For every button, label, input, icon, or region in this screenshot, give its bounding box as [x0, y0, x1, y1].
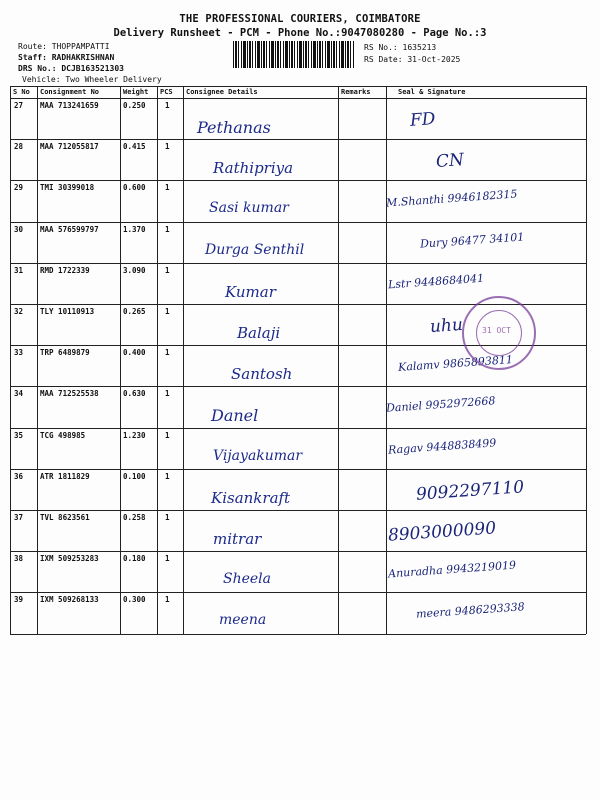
row-pcs: 1	[165, 101, 170, 110]
row-signature: uhu	[429, 314, 464, 338]
row-consignee-handwritten: Kumar	[225, 282, 276, 301]
row-weight: 1.370	[123, 224, 146, 234]
table-rule	[10, 98, 586, 99]
barcode	[233, 41, 355, 68]
row-consignee-handwritten: Durga Senthil	[205, 241, 305, 258]
row-weight: 0.100	[123, 471, 146, 481]
row-signature: M.Shanthi 9946182315	[385, 187, 518, 210]
col-header-weight: Weight	[123, 88, 149, 96]
row-pcs: 1	[165, 595, 170, 605]
table-rule	[10, 386, 586, 387]
table-column-rule	[386, 86, 387, 634]
table-rule	[10, 263, 586, 264]
row-consignee-handwritten: Kisankraft	[211, 488, 291, 507]
table-rule	[10, 592, 586, 593]
row-consignment-no: TLY 10110913	[40, 307, 95, 316]
table-rule	[10, 222, 586, 223]
row-consignment-no: IXM 509253283	[40, 554, 99, 564]
staff-label: Staff: RADHAKRISHNAN	[18, 53, 115, 62]
col-header-consignment: Consignment No	[40, 88, 100, 96]
row-consignee-handwritten: mitrar	[213, 530, 262, 548]
company-title: THE PROFESSIONAL COURIERS, COIMBATORE	[179, 13, 421, 25]
row-sno: 27	[14, 101, 24, 110]
row-consignee-handwritten: Rathipriya	[213, 159, 294, 178]
row-pcs: 1	[165, 265, 170, 275]
row-consignment-no: TVL 8623561	[40, 513, 90, 522]
row-sno: 33	[14, 348, 24, 358]
row-signature: Dury 96477 34101	[419, 229, 525, 251]
row-consignment-no: RMD 1722339	[40, 265, 90, 275]
row-consignment-no: MAA 713241659	[40, 101, 99, 110]
row-consignee-handwritten: Vijayakumar	[213, 447, 303, 464]
row-consignment-no: TMI 30399018	[40, 183, 95, 193]
row-pcs: 1	[165, 554, 170, 564]
vehicle-label: Vehicle: Two Wheeler Delivery	[22, 75, 162, 84]
route-label: Route: THOPPAMPATTI	[18, 42, 110, 51]
row-sno: 31	[14, 265, 24, 275]
row-weight: 0.265	[123, 307, 146, 316]
row-weight: 0.400	[123, 348, 146, 358]
row-consignee-handwritten: meena	[219, 612, 267, 629]
row-pcs: 1	[165, 142, 170, 152]
row-signature: 9092297110	[415, 477, 525, 505]
row-sno: 29	[14, 183, 24, 193]
drs-label: DRS No.: DCJB163521303	[18, 64, 124, 73]
row-consignee-handwritten: Sheela	[223, 571, 272, 588]
col-header-seal: Seal & Signature	[398, 88, 466, 96]
row-weight: 0.300	[123, 595, 146, 605]
row-weight: 0.250	[123, 101, 146, 110]
row-consignment-no: MAA 576599797	[40, 224, 99, 234]
row-pcs: 1	[165, 224, 170, 234]
row-consignee-handwritten: Danel	[211, 406, 259, 426]
row-weight: 0.258	[123, 513, 146, 522]
row-weight: 0.600	[123, 183, 146, 193]
row-pcs: 1	[165, 348, 170, 358]
row-sno: 28	[14, 142, 24, 152]
row-consignment-no: TCG 498985	[40, 430, 86, 440]
row-sno: 30	[14, 224, 24, 234]
table-rule	[10, 634, 586, 635]
row-sno: 32	[14, 307, 24, 316]
row-weight: 3.090	[123, 265, 146, 275]
row-consignee-handwritten: Balaji	[237, 324, 281, 342]
col-header-consignee: Consignee Details	[186, 88, 258, 96]
row-pcs: 1	[165, 389, 170, 399]
col-header-sno: S No	[13, 88, 30, 96]
rs-date-label: RS Date: 31-Oct-2025	[364, 55, 461, 64]
row-signature: meera 9486293338	[415, 600, 526, 622]
row-sno: 37	[14, 513, 24, 522]
row-signature: Kalamv 9865893811	[397, 353, 514, 375]
seal-stamp-date: 31 OCT	[482, 326, 511, 335]
row-consignment-no: MAA 712525538	[40, 389, 99, 399]
row-consignee-handwritten: Santosh	[231, 365, 293, 384]
row-consignee-handwritten: Pethanas	[197, 118, 271, 137]
row-consignment-no: TRP 6489879	[40, 348, 90, 358]
table-rule	[10, 428, 586, 429]
row-consignment-no: MAA 712055817	[40, 142, 99, 152]
row-pcs: 1	[165, 307, 170, 316]
row-consignment-no: ATR 1811829	[40, 471, 90, 481]
table-rule	[10, 86, 586, 87]
row-signature: FD	[409, 109, 437, 131]
row-signature: Daniel 9952972668	[385, 394, 496, 416]
row-sno: 36	[14, 471, 24, 481]
table-rule	[10, 510, 586, 511]
row-pcs: 1	[165, 183, 170, 193]
seal-stamp	[462, 296, 536, 370]
row-sno: 39	[14, 595, 24, 605]
row-signature: 8903000090	[387, 518, 497, 546]
table-column-rule	[37, 86, 38, 634]
row-signature: Ragav 9448838499	[387, 435, 497, 457]
row-pcs: 1	[165, 430, 170, 440]
table-column-rule	[338, 86, 339, 634]
table-rule	[10, 469, 586, 470]
row-consignee-handwritten: Sasi kumar	[209, 200, 289, 217]
table-column-rule	[586, 86, 587, 634]
table-column-rule	[120, 86, 121, 634]
runsheet-subtitle: Delivery Runsheet - PCM - Phone No.:9047080280 - Page No.:3	[113, 27, 487, 39]
row-weight: 0.630	[123, 389, 146, 399]
row-weight: 0.415	[123, 142, 146, 152]
row-sno: 38	[14, 554, 24, 564]
row-weight: 0.180	[123, 554, 146, 564]
rs-no-label: RS No.: 1635213	[364, 43, 437, 52]
table-column-rule	[10, 86, 11, 634]
row-signature: Anuradha 9943219019	[387, 558, 517, 581]
row-consignment-no: IXM 509268133	[40, 595, 99, 605]
row-signature: CN	[435, 150, 465, 173]
table-column-rule	[157, 86, 158, 634]
row-sno: 34	[14, 389, 24, 399]
row-sno: 35	[14, 430, 24, 440]
table-rule	[10, 180, 586, 181]
table-rule	[10, 139, 586, 140]
row-pcs: 1	[165, 471, 170, 481]
row-pcs: 1	[165, 513, 170, 522]
table-rule	[10, 551, 586, 552]
row-weight: 1.230	[123, 430, 146, 440]
col-header-pcs: PCS	[160, 88, 173, 96]
row-signature: Lstr 9448684041	[387, 271, 485, 292]
table-column-rule	[183, 86, 184, 634]
col-header-remarks: Remarks	[341, 88, 371, 96]
